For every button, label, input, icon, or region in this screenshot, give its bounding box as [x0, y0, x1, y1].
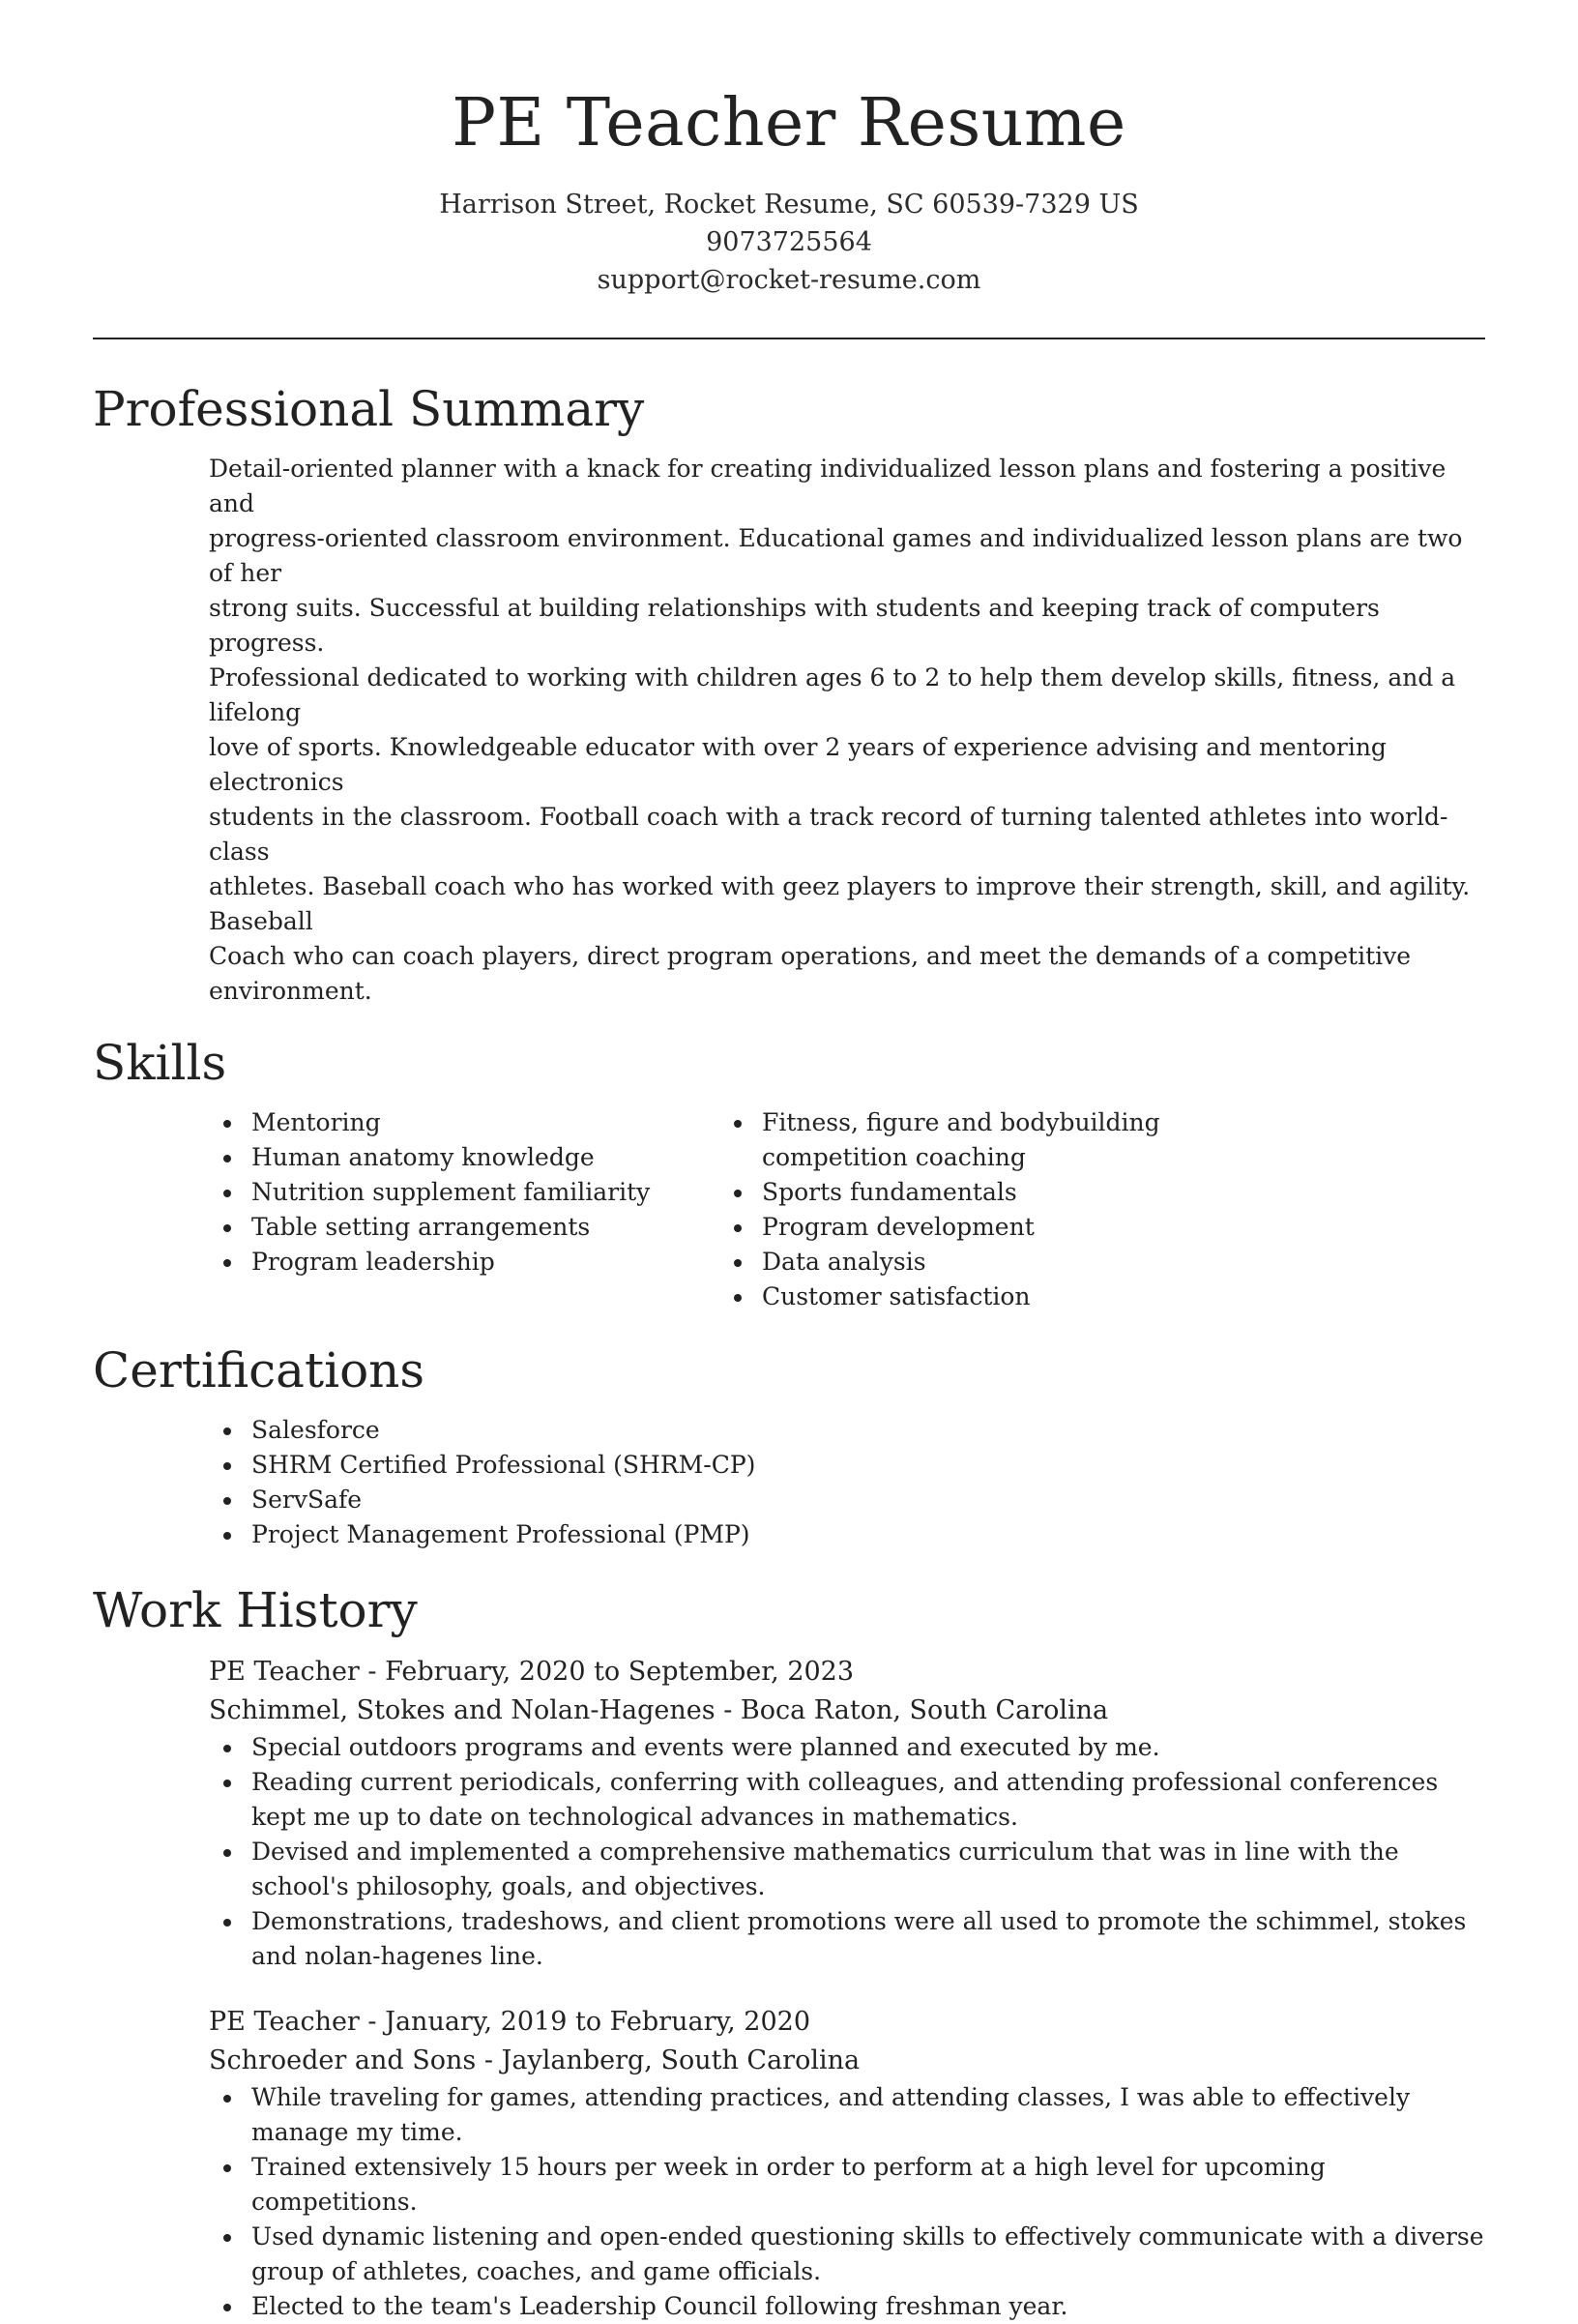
summary-line: students in the classroom. Football coach with a track record of turning talented athletes into world-class [209, 803, 1448, 866]
job-company-line [209, 2042, 1485, 2080]
certifications-heading: Certifications [93, 1342, 425, 1398]
skill-item: Program development [762, 1210, 1485, 1245]
job-entry [93, 2003, 1485, 2324]
job-bullets [93, 2080, 1485, 2324]
skill-item: Mentoring [251, 1105, 789, 1140]
job-bullet: Demonstrations, tradeshows, and client promotions were all used to promote the schimmel, stokes and nolan-hagenes line. [251, 1904, 1485, 1974]
skill-item: Program leadership [251, 1245, 789, 1280]
summary-line: progress-oriented classroom environment. Educational games and individualized lesson plans are two of her [209, 524, 1463, 587]
job-company: Schimmel, Stokes and Nolan-Hagenes [209, 1695, 716, 1725]
skills-list-right [762, 1105, 1485, 1314]
job-location: - Jaylanberg, South Carolina [476, 2045, 861, 2075]
skill-item: Table setting arrangements [251, 1210, 789, 1245]
job-bullet: Used dynamic listening and open-ended questioning skills to effectively communicate with a diverse group of athletes, coaches, and game officials. [251, 2220, 1485, 2289]
job-role: PE Teacher [209, 2007, 360, 2037]
job-title-line [209, 2003, 1485, 2042]
skill-item: Customer satisfaction [762, 1280, 1485, 1314]
skills-section [93, 1032, 1485, 1314]
certification-item: Project Management Professional (PMP) [251, 1517, 1485, 1552]
summary-line: Professional dedicated to working with children ages 6 to 2 to help them develop skills, fitness, and a lifelong [209, 663, 1456, 726]
resume-header [93, 0, 1485, 299]
summary-line: love of sports. Knowledgeable educator with over 2 years of experience advising and mentoring electronics [209, 733, 1387, 796]
skill-item: Data analysis [762, 1245, 1485, 1280]
skills-heading: Skills [93, 1035, 227, 1091]
skills-list-left [93, 1105, 789, 1314]
contact-block [93, 186, 1485, 299]
job-entry [93, 1653, 1485, 1974]
summary-line: strong suits. Successful at building relationships with students and keeping track of computers progress. [209, 594, 1380, 657]
header-divider [93, 338, 1485, 339]
email: support@rocket-resume.com [597, 265, 981, 295]
job-location: - Boca Raton, South Carolina [715, 1695, 1109, 1725]
resume-title: PE Teacher Resume [452, 85, 1126, 162]
job-bullet: Devised and implemented a comprehensive mathematics curriculum that was in line with the school's philosophy, goals, and objectives. [251, 1835, 1485, 1904]
address: Harrison Street, Rocket Resume, SC 60539-7329 US [439, 190, 1139, 220]
job-dates: - February, 2020 to September, 2023 [359, 1657, 855, 1687]
summary-section [93, 378, 1485, 1009]
summary-line: Detail-oriented planner with a knack for creating individualized lesson plans and fostering a positive and [209, 455, 1446, 517]
job-company-line [209, 1692, 1485, 1730]
job-company: Schroeder and Sons [209, 2045, 477, 2075]
phone: 9073725564 [706, 227, 872, 257]
certifications-section [93, 1339, 1485, 1552]
summary-heading: Professional Summary [93, 381, 645, 437]
skill-item: Human anatomy knowledge [251, 1140, 789, 1175]
certification-item: SHRM Certified Professional (SHRM-CP) [251, 1448, 1485, 1483]
summary-text [209, 452, 1485, 1009]
job-bullets [93, 1730, 1485, 1974]
job-dates: - January, 2019 to February, 2020 [359, 2007, 811, 2037]
job-bullet: Trained extensively 15 hours per week in order to perform at a high level for upcoming competitions. [251, 2150, 1485, 2220]
certification-item: ServSafe [251, 1483, 1485, 1517]
skill-item: Nutrition supplement familiarity [251, 1175, 789, 1210]
work-heading: Work History [93, 1582, 418, 1638]
summary-line: Coach who can coach players, direct program operations, and meet the demands of a competitive environment. [209, 942, 1412, 1005]
skill-item: Sports fundamentals [762, 1175, 1485, 1210]
job-role: PE Teacher [209, 1657, 360, 1687]
work-section [93, 1579, 1485, 2324]
job-bullet: While traveling for games, attending practices, and attending classes, I was able to effectively manage my time. [251, 2080, 1485, 2150]
skills-grid [93, 1105, 1485, 1314]
job-bullet: Elected to the team's Leadership Council following freshman year. [251, 2289, 1485, 2324]
skill-item: Fitness, figure and bodybuilding competition coaching [762, 1105, 1303, 1175]
summary-line: athletes. Baseball coach who has worked with geez players to improve their strength, skill, and agility. Baseball [209, 872, 1471, 935]
job-title-line [209, 1653, 1485, 1692]
certifications-list [93, 1413, 1485, 1552]
certification-item: Salesforce [251, 1413, 1485, 1448]
job-bullet: Reading current periodicals, conferring with colleagues, and attending professional conferences kept me up to date on technological advances in mathematics. [251, 1765, 1485, 1835]
job-bullet: Special outdoors programs and events were planned and executed by me. [251, 1730, 1485, 1765]
